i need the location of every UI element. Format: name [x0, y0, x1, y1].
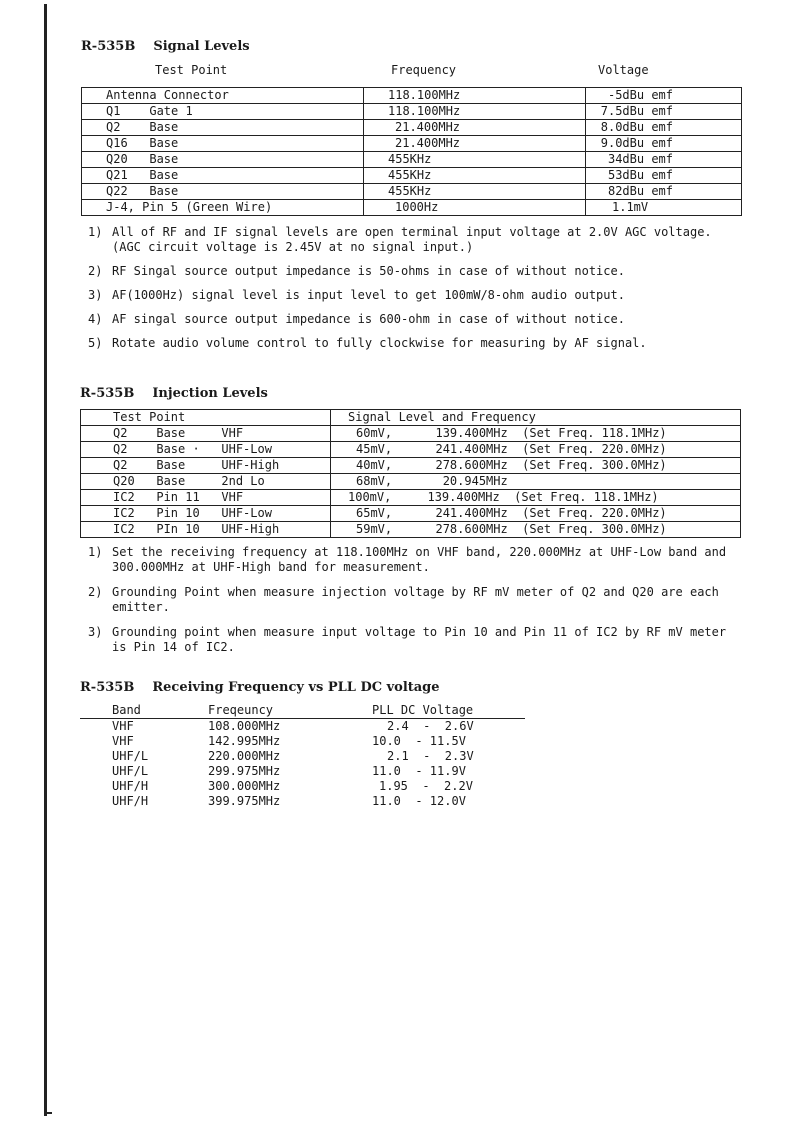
voltage-cell: 10.0 - 11.5V	[372, 734, 466, 748]
note-text: RF Singal source output impedance is 50-ohms in case of without notice.	[112, 264, 625, 278]
frequency-cell: 299.975MHz	[208, 764, 281, 778]
note-number: 3)	[88, 288, 103, 302]
voltage-cell: 34dBu emf	[586, 152, 742, 168]
injection-levels-table	[80, 409, 741, 538]
note-item	[88, 264, 738, 279]
table-row	[80, 779, 525, 794]
band-cell: VHF	[112, 734, 134, 748]
table-row	[81, 426, 741, 442]
pll-voltage-table	[80, 703, 525, 809]
signal-col-voltage: Voltage	[598, 63, 649, 77]
test-point-cell: Q2 Base UHF-High	[81, 458, 331, 474]
voltage-cell: 2.1 - 2.3V	[387, 749, 474, 763]
table-row	[80, 734, 525, 749]
voltage-cell: 2.4 - 2.6V	[387, 719, 474, 733]
voltage-cell: -5dBu emf	[586, 88, 742, 104]
note-text: Grounding point when measure input voltage to Pin 10 and Pin 11 of IC2 by RF mV meter is Pin 14 of IC2.	[112, 625, 727, 654]
note-text: AF singal source output impedance is 600-ohm in case of without notice.	[112, 312, 625, 326]
test-point-cell: J-4, Pin 5 (Green Wire)	[82, 200, 364, 216]
voltage-cell: 9.0dBu emf	[586, 136, 742, 152]
table-row	[82, 104, 742, 120]
frequency-cell: 108.000MHz	[208, 719, 281, 733]
note-item	[88, 545, 738, 575]
test-point-cell: Q16 Base	[82, 136, 364, 152]
signal-level-cell: 59mV, 278.600MHz (Set Freq. 300.0MHz)	[331, 522, 741, 538]
test-point-cell: IC2 PIn 10 UHF-High	[81, 522, 331, 538]
signal-levels-title: Signal Levels	[153, 39, 250, 54]
signal-levels-heading	[81, 39, 250, 54]
table-row	[82, 136, 742, 152]
voltage-cell: 82dBu emf	[586, 184, 742, 200]
signal-level-cell: 68mV, 20.945MHz	[331, 474, 741, 490]
test-point-cell: Q1 Gate 1	[82, 104, 364, 120]
table-row	[81, 490, 741, 506]
column-header: Band	[80, 703, 192, 719]
table-row	[82, 120, 742, 136]
note-number: 4)	[88, 312, 103, 326]
band-cell: UHF/H	[112, 794, 149, 808]
frequency-cell: 21.400MHz	[364, 120, 586, 136]
frequency-cell: 455KHz	[364, 168, 586, 184]
injection-levels-notes	[88, 545, 738, 664]
test-point-cell: IC2 Pin 10 UHF-Low	[81, 506, 331, 522]
note-text: Rotate audio volume control to fully clockwise for measuring by AF signal.	[112, 336, 647, 350]
note-item	[88, 288, 738, 303]
table-row	[81, 442, 741, 458]
pll-voltage-model: R-535B	[80, 680, 135, 695]
frequency-cell: 1000Hz	[364, 200, 586, 216]
frequency-cell: 455KHz	[364, 184, 586, 200]
voltage-cell: 8.0dBu emf	[586, 120, 742, 136]
note-text: Set the receiving frequency at 118.100MHz on VHF band, 220.000MHz at UHF-Low band and 300.000MHz at UHF-High band for measurement.	[112, 545, 727, 574]
pll-voltage-title: Receiving Frequency vs PLL DC voltage	[152, 680, 440, 695]
table-row	[82, 88, 742, 104]
frequency-cell: 399.975MHz	[208, 794, 281, 808]
frequency-cell: 455KHz	[364, 152, 586, 168]
table-row	[82, 168, 742, 184]
test-point-cell: Q22 Base	[82, 184, 364, 200]
table-row	[82, 152, 742, 168]
signal-col-test-point: Test Point	[155, 63, 228, 77]
injection-levels-model: R-535B	[80, 386, 135, 401]
signal-level-cell: 60mV, 139.400MHz (Set Freq. 118.1MHz)	[331, 426, 741, 442]
note-number: 1)	[88, 545, 103, 559]
signal-levels-model: R-535B	[81, 39, 136, 54]
table-row	[81, 474, 741, 490]
signal-col-frequency: Frequency	[391, 63, 457, 77]
voltage-cell: 11.0 - 11.9V	[372, 764, 466, 778]
test-point-cell: IC2 Pin 11 VHF	[81, 490, 331, 506]
column-header: PLL DC Voltage	[356, 703, 525, 719]
table-header-row	[80, 703, 525, 719]
column-header: Test Point	[81, 410, 331, 426]
voltage-cell: 53dBu emf	[586, 168, 742, 184]
table-row	[80, 719, 525, 735]
signal-level-cell: 40mV, 278.600MHz (Set Freq. 300.0MHz)	[331, 458, 741, 474]
test-point-cell: Q20 Base	[82, 152, 364, 168]
frequency-cell: 300.000MHz	[208, 779, 281, 793]
note-number: 2)	[88, 264, 103, 278]
table-row	[80, 749, 525, 764]
table-row	[82, 200, 742, 216]
table-row	[81, 458, 741, 474]
note-item	[88, 336, 738, 351]
note-item	[88, 585, 738, 615]
column-header: Freqeuncy	[192, 703, 356, 719]
frequency-cell: 220.000MHz	[208, 749, 281, 763]
table-row	[80, 764, 525, 779]
test-point-cell: Q20 Base 2nd Lo	[81, 474, 331, 490]
table-header-row	[81, 410, 741, 426]
test-point-cell: Antenna Connector	[82, 88, 364, 104]
voltage-cell: 11.0 - 12.0V	[372, 794, 466, 808]
frequency-cell: 21.400MHz	[364, 136, 586, 152]
frequency-cell: 118.100MHz	[364, 104, 586, 120]
frequency-cell: 142.995MHz	[208, 734, 281, 748]
signal-level-cell: 65mV, 241.400MHz (Set Freq. 220.0MHz)	[331, 506, 741, 522]
voltage-cell: 1.95 - 2.2V	[379, 779, 473, 793]
band-cell: UHF/L	[112, 764, 149, 778]
page-binding-foot	[44, 1112, 52, 1114]
signal-levels-notes	[88, 225, 738, 360]
note-text: AF(1000Hz) signal level is input level to get 100mW/8-ohm audio output.	[112, 288, 625, 302]
table-row	[82, 184, 742, 200]
note-number: 1)	[88, 225, 103, 239]
frequency-cell: 118.100MHz	[364, 88, 586, 104]
column-header: Signal Level and Frequency	[331, 410, 741, 426]
band-cell: UHF/L	[112, 749, 149, 763]
test-point-cell: Q2 Base	[82, 120, 364, 136]
injection-levels-heading	[80, 386, 268, 401]
note-item	[88, 225, 738, 255]
table-row	[80, 794, 525, 809]
table-row	[81, 506, 741, 522]
voltage-cell: 1.1mV	[586, 200, 742, 216]
note-number: 5)	[88, 336, 103, 350]
voltage-cell: 7.5dBu emf	[586, 104, 742, 120]
signal-levels-table	[81, 87, 742, 216]
signal-level-cell: 45mV, 241.400MHz (Set Freq. 220.0MHz)	[331, 442, 741, 458]
signal-level-cell: 100mV, 139.400MHz (Set Freq. 118.1MHz)	[331, 490, 741, 506]
test-point-cell: Q2 Base · UHF-Low	[81, 442, 331, 458]
test-point-cell: Q2 Base VHF	[81, 426, 331, 442]
pll-voltage-heading	[80, 680, 440, 695]
note-item	[88, 312, 738, 327]
table-row	[81, 522, 741, 538]
band-cell: VHF	[112, 719, 134, 733]
note-item	[88, 625, 738, 655]
note-text: Grounding Point when measure injection voltage by RF mV meter of Q2 and Q20 are each emitter.	[112, 585, 719, 614]
note-number: 2)	[88, 585, 103, 599]
note-text: All of RF and IF signal levels are open terminal input voltage at 2.0V AGC voltage. (AGC circuit voltage is 2.45V at no signal input.)	[112, 225, 712, 254]
note-number: 3)	[88, 625, 103, 639]
test-point-cell: Q21 Base	[82, 168, 364, 184]
injection-levels-title: Injection Levels	[152, 386, 268, 401]
band-cell: UHF/H	[112, 779, 149, 793]
page-binding-edge	[44, 4, 47, 1116]
